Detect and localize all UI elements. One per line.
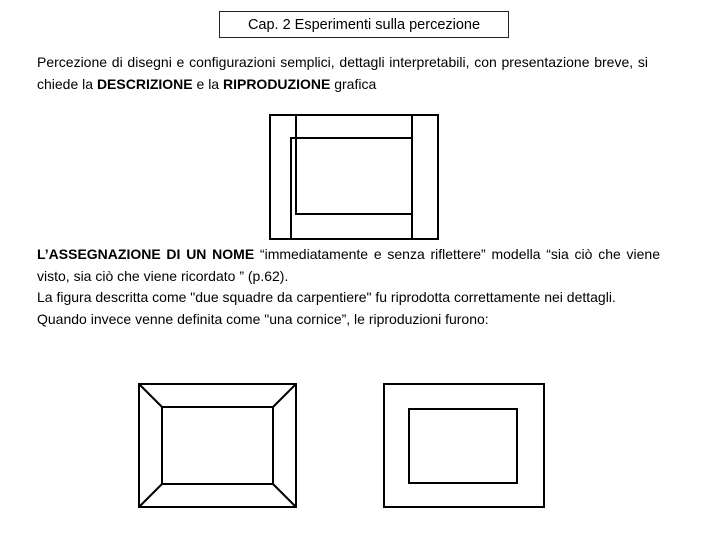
figure-frame-simple (383, 383, 546, 509)
intro-text-3: grafica (330, 75, 377, 92)
body-line-2: La figura descritta come "due squadre da carpentiere" fu riprodotta correttamente nei dettagli. (37, 289, 616, 305)
inner-rectangle (296, 138, 412, 214)
body-line-3: Quando invece venne definita come "una cornice”, le riproduzioni furono: (37, 310, 489, 327)
intro-paragraph (37, 52, 648, 95)
frame-corner-line (273, 384, 296, 407)
body-line-1 (37, 244, 660, 287)
frame-corner-line (273, 484, 296, 507)
page-title-box (219, 11, 509, 38)
intro-bold-riproduzione: RIPRODUZIONE (222, 75, 331, 92)
inner-square-line-2 (296, 115, 412, 238)
body-paragraph (37, 244, 660, 330)
simple-frame-inner (409, 409, 517, 483)
frame-corner-line (139, 484, 162, 507)
figure-frame-bevel (138, 383, 298, 509)
inner-square-line (291, 115, 412, 238)
frame-corner-line (139, 384, 162, 407)
intro-text-2: e la (192, 75, 223, 92)
body-bold-assegnazione: L’ASSEGNAZIONE DI UN NOME (37, 246, 255, 262)
figure-carpenter-squares (269, 114, 440, 241)
page-title: Cap. 2 Esperimenti sulla percezione (247, 16, 481, 33)
body-line-1-rest: “immediatamente e senza riflettere” modella “sia ciò che viene visto, sia ciò che viene ricordato ” (p.62). (37, 246, 661, 284)
frame-inner (162, 407, 273, 484)
intro-bold-descrizione: DESCRIZIONE (96, 75, 193, 92)
intro-text-1: Percezione di disegni e configurazioni semplici, dettagli interpretabili, con presentazione breve, si chiede la (37, 54, 648, 92)
